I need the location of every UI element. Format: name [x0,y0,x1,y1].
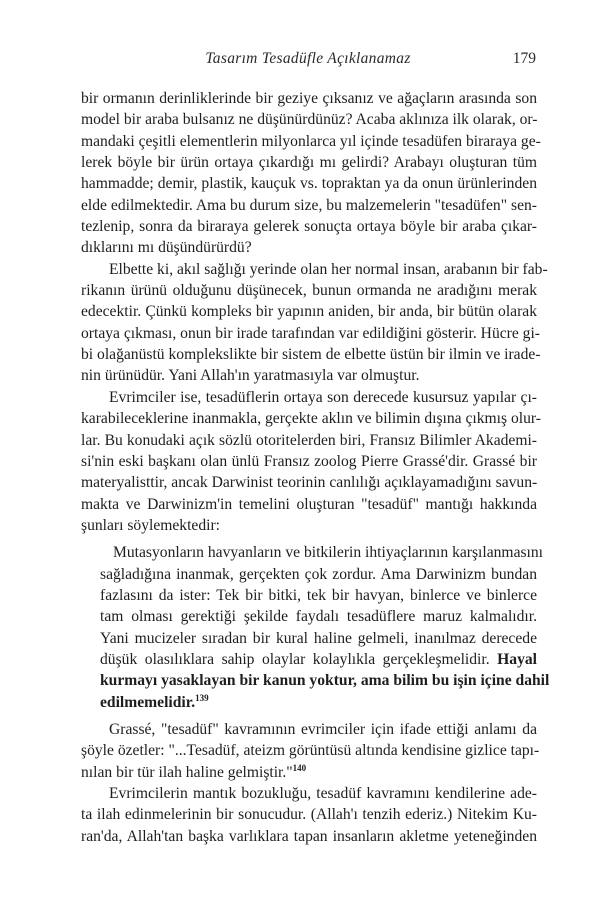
text-line: model bir araba bulsanız ne düşünürdünüz? Acaba aklınıza ilk olarak, or- [81,111,538,129]
text-line [81,762,537,783]
paragraph-3 [81,387,541,536]
page-header [80,50,536,72]
text-line: dıklarını mı düşündürürdü? [81,239,252,257]
text-line: lerek böyle bir ürün ortaya çıkardığı mı gelirdi? Arabayı oluşturan tüm [81,154,537,172]
text-line: karabileceklerine inanmakla, gerçekte aklın ve bilimin dışına çıkmış olur- [81,410,541,428]
paragraph-2 [81,259,548,387]
text-line: edecektir. Çünkü kompleks bir yapının aniden, bir anda, bir bütün olarak [81,303,537,321]
text-line: tezlenip, sonra da biraraya gelerek sonuçta ortaya böyle bir araba çıkar- [81,218,537,236]
text-line: hammadde; demir, plastik, kauçuk vs. topraktan ya da onun ürünlerinden [81,175,537,193]
quote-line: tam olması gerektiği şekilde faydalı tesadüflere maruz kalmalıdır. [100,608,537,626]
quote-line [100,649,537,670]
text-line: ta ilah edinmelerinin bir sonucudur. (Allah'ı tenzih ederiz.) Nitekim Ku- [81,806,537,824]
page-body [81,88,550,847]
paragraph-4 [81,719,540,783]
quote-emphasis: Hayal [497,650,537,668]
text-line: si'nin eski başkanı olan ünlü Fransız zoolog Pierre Grassé'dir. Grassé bir [81,452,537,470]
footnote-ref-139[interactable]: 139 [195,692,209,703]
quote-line: Mutasyonların havyanların ve bitkilerin ihtiyaçlarının karşılanmasını [113,544,544,562]
quote-emphasis: kurmayı yasaklayan bir kanun yoktur, ama bilim bu işin içine dahil [100,672,550,690]
quote-line: sağladığına inanmak, gerçekten çok zordur. Ama Darwinizm bundan [100,565,537,583]
quote-line [100,670,550,691]
text-line: makta ve Darwinizm'in temelini oluşturan "tesadüf" mantığı hakkında [81,495,537,513]
text-line: bi olağanüstü komplekslikte bir sistem de elbette üstün bir ilmin ve irade- [81,346,541,364]
text-line: Elbette ki, akıl sağlığı yerinde olan her normal insan, arabanın bir fab- [109,260,548,278]
quote-line: fazlasını da ister: Tek bir bitki, tek bir havyan, binlerce ve binlerce [100,586,537,604]
text-line: ran'da, Allah'tan başka varlıklara tapan insanların akletme yeteneğinden [81,827,537,845]
text-fragment: nılan bir tür ilah haline gelmiştir." [81,763,293,781]
text-line: bir ormanın derinliklerinde bir geziye çıksanız ve ağaçların arasında son [81,90,537,107]
quote-line: Yani mucizeler sıradan bir kural haline gelmeli, inanılmaz derecede [100,629,537,647]
quote-line [100,692,537,713]
text-line: materyalisttir, ancak Darwinist teorinin canlılığı açıklayamadığını savun- [81,474,538,492]
page-number: 179 [512,50,536,67]
text-line: şöyle özetler: "...Tesadüf, ateizm görüntüsü altında kendisine gizlice tapı- [81,742,540,760]
text-line: Grassé, "tesadüf" kavramının evrimciler için ifade ettiği anlamı da [109,720,537,738]
paragraph-1 [81,88,541,259]
text-line: lar. Bu konudaki açık sözlü otoritelerden biri, Fransız Bilimler Akademi- [81,431,537,449]
text-line: ortaya çıkması, onun bir irade tarafından var edildiğini gösterir. Hücre gi- [81,324,540,342]
running-title: Tasarım Tesadüfle Açıklanamaz [205,50,411,67]
paragraph-5 [81,783,537,847]
text-line: nin ürünüdür. Yani Allah'ın yaratmasıyla var olmuştur. [81,367,420,385]
text-line: şunları söylemektedir: [81,516,221,534]
text-line: rikanın ürünü olduğunu düşünecek, bunun ormanda ne aradığını merak [81,282,537,300]
text-line: elde edilmektedir. Ama bu durum size, bu malzemelerin "tesadüfen" sen- [81,196,537,214]
text-line: Evrimcilerin mantık bozukluğu, tesadüf kavramını kendilerine ade- [109,785,537,802]
text-line: Evrimciler ise, tesadüflerin ortaya son derecede kusursuz yapılar çı- [109,388,537,406]
text-line: mandaki çeşitli elementlerin milyonlarca yıl içinde tesadüfen biraraya ge- [81,132,541,150]
quote-emphasis: edilmemelidir. [100,693,196,711]
footnote-ref-140[interactable]: 140 [292,762,307,773]
block-quote [81,542,550,713]
quote-text: düşük olasılıklara sahip olaylar kolaylıkla gerçekleşmelidir. [100,650,498,668]
